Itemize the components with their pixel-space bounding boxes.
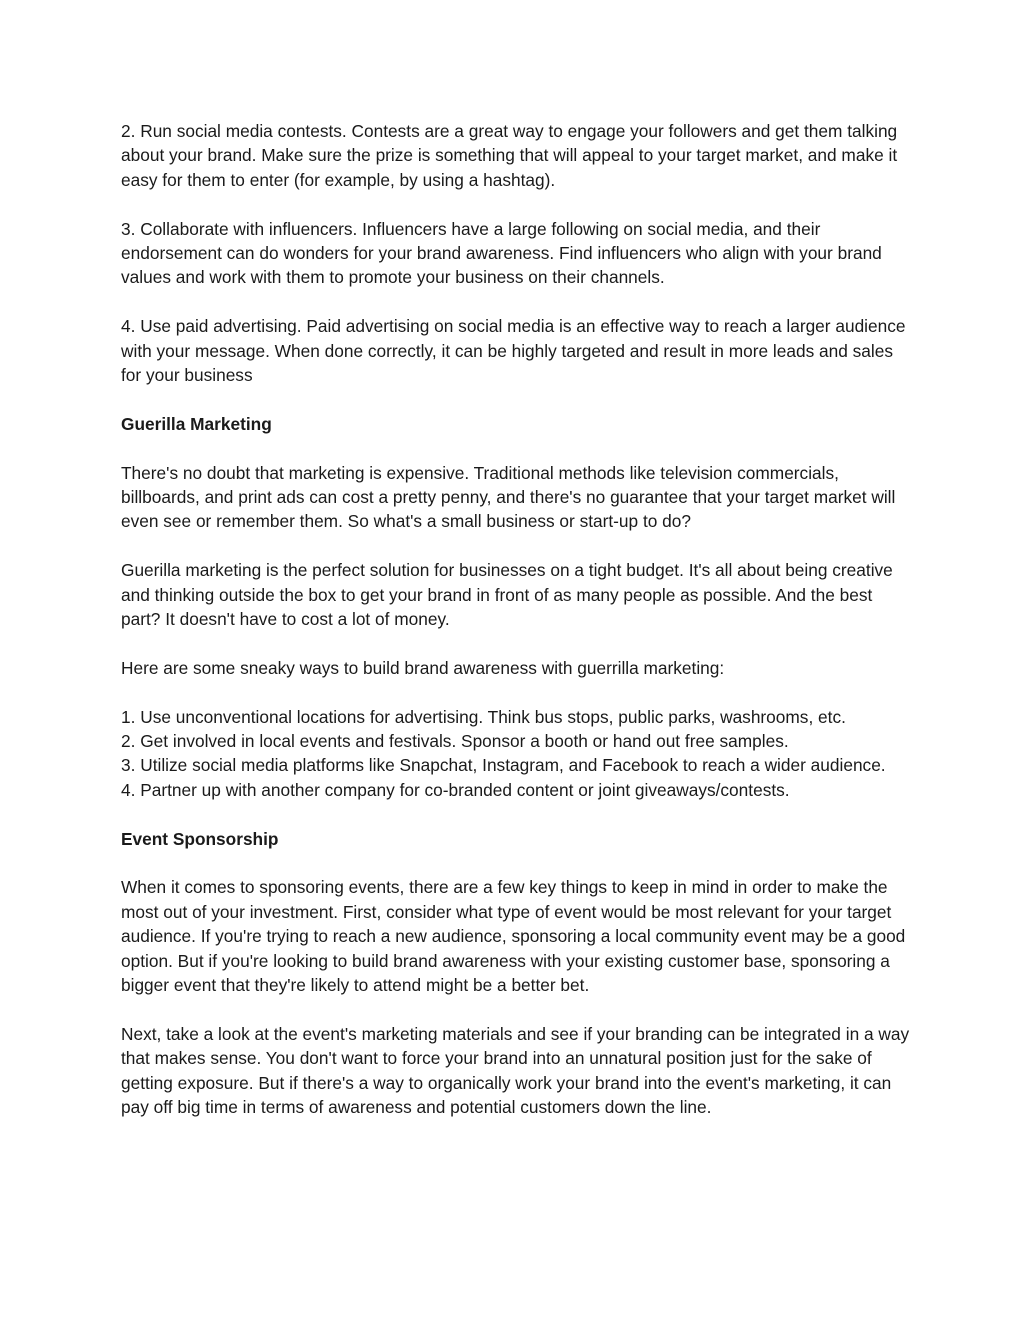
list-item: 4. Use paid advertising. Paid advertising on social media is an effective way to reach a larger audience with your message. When done correctly, it can be highly targeted and result in more leads and sales for your business (121, 316, 906, 386)
section-heading-event-sponsorship: Event Sponsorship (121, 828, 279, 849)
paragraph: Next, take a look at the event's marketing materials and see if your branding can be integrated in a way that makes sense. You don't want to force your brand into an unnatural position just for the sake of getting exposure. But if there's a way to organically work your brand into the event's marketing, it can pay off big time in terms of awareness and potential customers down the line. (121, 1023, 910, 1118)
paragraph: Guerilla marketing is the perfect solution for businesses on a tight budget. It's all about being creative and thinking outside the box to get your brand in front of as many people as possible. And the best part? It doesn't have to cost a lot of money. (121, 560, 893, 630)
paragraph: When it comes to sponsoring events, there are a few key things to keep in mind in order to make the most out of your investment. First, consider what type of event would be most relevant for your target audience. If you're trying to reach a new audience, sponsoring a local community event may be a good option. But if you're looking to build brand awareness with your existing customer base, sponsoring a bigger event that they're likely to attend might be a better bet. (121, 877, 906, 996)
list-item: 2. Run social media contests. Contests are a great way to engage your followers and get them talking about your brand. Make sure the prize is something that will appeal to your target market, and make it easy for them to enter (for example, by using a hashtag). (121, 121, 898, 190)
guerrilla-tips-list (121, 705, 911, 803)
section-heading-guerilla-marketing: Guerilla Marketing (121, 413, 272, 434)
list-item: 4. Partner up with another company for co-branded content or joint giveaways/contests. (121, 779, 790, 800)
paragraph: Here are some sneaky ways to build brand awareness with guerrilla marketing: (121, 657, 725, 678)
paragraph: There's no doubt that marketing is expensive. Traditional methods like television commercials, billboards, and print ads can cost a pretty penny, and there's no guarantee that your target market will even see or remember them. So what's a small business or start-up to do? (121, 462, 896, 532)
list-item: 3. Collaborate with influencers. Influencers have a large following on social media, and their endorsement can do wonders for your brand awareness. Find influencers who align with your brand values and work with them to promote your business on their channels. (121, 218, 882, 288)
list-item: 1. Use unconventional locations for advertising. Think bus stops, public parks, washrooms, etc. (121, 706, 846, 727)
list-item: 3. Utilize social media platforms like Snapchat, Instagram, and Facebook to reach a wider audience. (121, 755, 886, 776)
document-page (121, 119, 911, 1144)
list-item: 2. Get involved in local events and festivals. Sponsor a booth or hand out free samples. (121, 731, 789, 752)
